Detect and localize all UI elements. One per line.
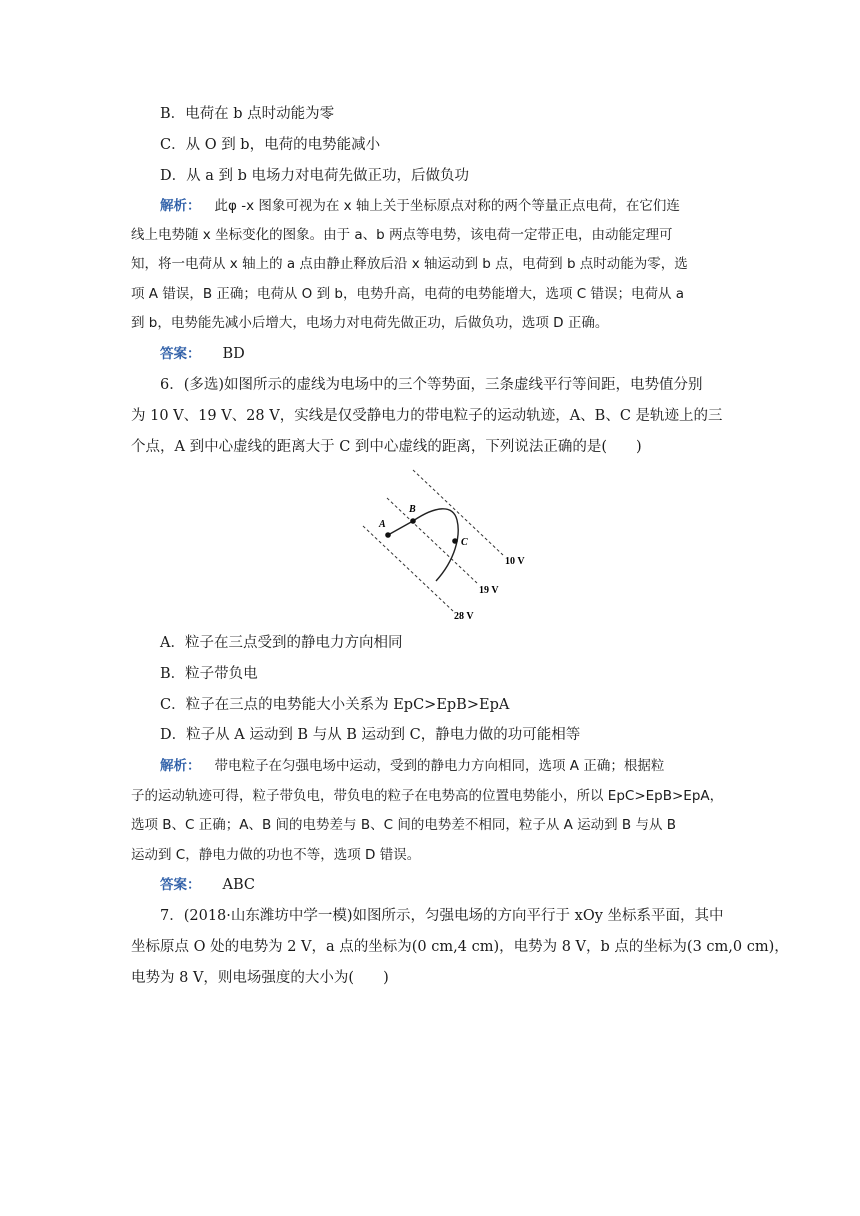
q7-stem-1: 7．(2018·山东潍坊中学一模)如图所示，匀强电场的方向平行于 xOy 坐标系平面，其中 bbox=[160, 908, 724, 924]
q5-answer-value: BD bbox=[222, 346, 245, 362]
q5-analysis-first-line bbox=[160, 196, 680, 216]
point-c bbox=[452, 538, 458, 544]
q6-stem-1: 6．(多选)如图所示的虚线为电场中的三个等势面，三条虚线平行等间距，电势值分别 bbox=[160, 377, 703, 393]
q6-analysis-label: 解析： bbox=[160, 758, 201, 774]
q7-stem-3: 电势为 8 V，则电场强度的大小为( ) bbox=[131, 970, 389, 986]
q5-analysis-text-4: 项 A 错误，B 正确；电荷从 O 到 b，电势升高，电荷的电势能增大，选项 C 错误；电荷从 a bbox=[131, 286, 685, 302]
q6-stem-3: 个点，A 到中心虚线的距离大于 C 到中心虚线的距离，下列说法正确的是( ) bbox=[131, 439, 642, 455]
label-point-b: B bbox=[409, 504, 416, 515]
q5-analysis-text-2: 线上电势随 x 坐标变化的图象。由于 a、b 两点等电势，该电荷一定带正电，由动能定理可 bbox=[131, 227, 673, 243]
q6-answer-value: ABC bbox=[222, 877, 255, 893]
q7-stem-2: 坐标原点 O 处的电势为 2 V，a 点的坐标为(0 cm,4 cm)，电势为 8 V，b 点的坐标为(3 cm,0 cm)， bbox=[131, 939, 789, 955]
label-19v: 19 V bbox=[479, 585, 499, 596]
q6-analysis-first-line bbox=[160, 756, 664, 776]
point-b bbox=[410, 518, 416, 524]
q6-answer-label: 答案： bbox=[160, 877, 201, 893]
equipotential-figure bbox=[355, 462, 545, 627]
q6-stem-2: 为 10 V、19 V、28 V，实线是仅受静电力的带电粒子的运动轨迹，A、B、C 是轨迹上的三 bbox=[131, 408, 723, 424]
q6-option-d: D．粒子从 A 运动到 B 与从 B 运动到 C，静电力做的功可能相等 bbox=[160, 727, 581, 743]
label-point-c: C bbox=[461, 537, 468, 548]
q5-analysis-label: 解析： bbox=[160, 198, 201, 214]
q6-answer bbox=[160, 875, 255, 895]
equipotential-line-28v bbox=[363, 526, 453, 611]
q5-option-b: B．电荷在 b 点时动能为零 bbox=[160, 106, 335, 122]
point-a bbox=[385, 532, 391, 538]
q5-answer-label: 答案： bbox=[160, 346, 201, 362]
q6-option-b: B．粒子带负电 bbox=[160, 666, 258, 682]
label-point-a: A bbox=[379, 519, 386, 530]
q5-analysis-text-3: 知，将一电荷从 x 轴上的 a 点由静止释放后沿 x 轴运动到 b 点，电荷到 b 点时动能为零，选 bbox=[131, 256, 688, 272]
q5-option-c: C．从 O 到 b，电荷的电势能减小 bbox=[160, 137, 381, 153]
q6-analysis-text-2: 子的运动轨迹可得，粒子带负电，带负电的粒子在电势高的位置电势能小，所以 EpC>EpB>EpA， bbox=[131, 788, 724, 804]
q6-option-a: A．粒子在三点受到的静电力方向相同 bbox=[160, 635, 403, 651]
q6-option-c: C．粒子在三点的电势能大小关系为 EpC>EpB>EpA bbox=[160, 697, 510, 713]
label-10v: 10 V bbox=[505, 556, 525, 567]
particle-trajectory bbox=[388, 509, 458, 581]
q6-analysis-text-4: 运动到 C，静电力做的功也不等，选项 D 错误。 bbox=[131, 847, 421, 863]
q6-analysis-text-3: 选项 B、C 正确；A、B 间的电势差与 B、C 间的电势差不相同，粒子从 A 运动到 B 与从 B bbox=[131, 817, 677, 833]
q5-option-d: D．从 a 到 b 电场力对电荷先做正功，后做负功 bbox=[160, 168, 469, 184]
q5-analysis-text-1: 此φ -x 图象可视为在 x 轴上关于坐标原点对称的两个等量正点电荷，在它们连 bbox=[214, 198, 680, 214]
q6-analysis-text-1: 带电粒子在匀强电场中运动，受到的静电力方向相同，选项 A 正确；根据粒 bbox=[214, 758, 665, 774]
label-28v: 28 V bbox=[454, 611, 474, 622]
q5-answer bbox=[160, 344, 245, 364]
q5-analysis-text-5: 到 b，电势能先减小后增大，电场力对电荷先做正功，后做负功，选项 D 正确。 bbox=[131, 315, 609, 331]
